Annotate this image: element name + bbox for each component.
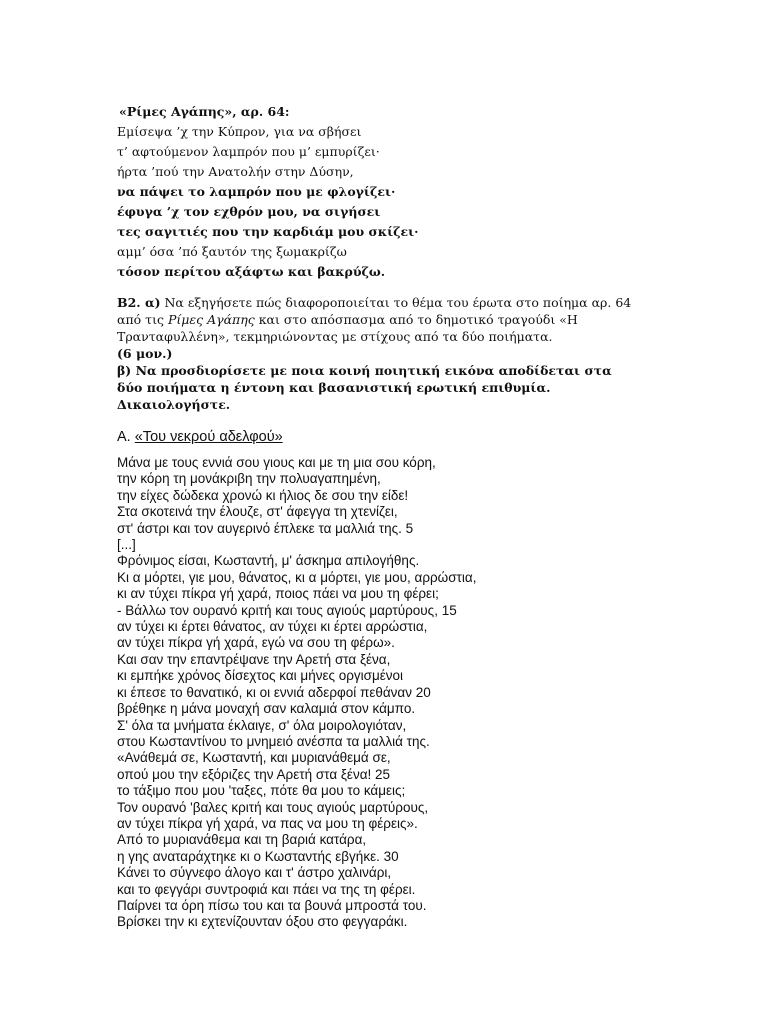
- question-marks: (6 μον.): [117, 346, 173, 361]
- section-a: [117, 427, 717, 447]
- poem1-line: τες σαγιτιές που την καρδιάμ μου σκίζει·: [117, 224, 419, 239]
- poem2-line: κι εμπήκε χρόνος δίσεχτος και μήνες οργισμένοι: [117, 668, 404, 684]
- poem1-line: Εμίσεψα ’χ την Κύπρον, για να σβήσει: [117, 124, 362, 139]
- poem2-line: αν τύχει πίκρα γή χαρά, εγώ να σου τη φέρω».: [117, 635, 395, 651]
- poem2-line: η γης αναταράχτηκε κι ο Κωσταντής εβγήκε. 30: [117, 848, 399, 864]
- question-b2-label: Β2. α): [117, 295, 161, 310]
- poem1-line: έφυγα ’χ τον εχθρόν μου, να σιγήσει: [117, 204, 381, 219]
- poem-rimes-agapis: [117, 102, 677, 282]
- question-b2-beta: β) Να προσδιορίσετε με ποια κοινή ποιητική εικόνα αποδίδεται στα δύο ποιήματα η έντονη και βασανιστική ερωτική επιθυμία. Δικαιολογήστε.: [117, 363, 612, 412]
- poem2-line: Κάνει το σύγνεφο άλογο και τ' άστρο χαλινάρι,: [117, 865, 392, 881]
- poem2-line: Φρόνιμος είσαι, Κωσταντή, μ' άσκημα απιλογήθης.: [117, 553, 420, 569]
- question-b2-alpha: [117, 294, 637, 345]
- poem2-line: την κόρη τη μονάκριβη την πολυαγαπημένη,: [117, 471, 381, 487]
- poem2-line: αν τύχει κι έρτει θάνατος, αν τύχει κι έρτει αρρώστια,: [117, 619, 428, 635]
- question-b2-italic-title: Ρίμες Αγάπης: [167, 312, 255, 327]
- poem1-title: «Ρίμες Αγάπης», αρ. 64:: [119, 104, 290, 119]
- poem2-line: Από το μυριανάθεμα και τη βαριά κατάρα,: [117, 832, 367, 848]
- poem2-line: - Βάλλω τον ουρανό κριτή και τους αγιούς μαρτύρους, 15: [117, 602, 457, 618]
- poem2-line: Κι α μόρτει, γιε μου, θάνατος, κι α μόρτει, γιε μου, αρρώστια,: [117, 569, 477, 585]
- poem2-line: βρέθηκε η μάνα μοναχή σαν καλαμιά στον κάμπο.: [117, 701, 416, 717]
- question-b2: [117, 294, 637, 413]
- poem2-line: Και σαν την επαντρέψανε την Αρετή στα ξένα,: [117, 651, 391, 667]
- poem2-line: την είχες δώδεκα χρονώ κι ήλιος δε σου την είδε!: [117, 487, 409, 503]
- poem-nekrou-adelfou: [117, 455, 717, 931]
- poem2-line: κι έπεσε το θανατικό, κι οι εννιά αδερφοί πεθάναν 20: [117, 684, 431, 700]
- poem2-line: Παίρνει τα όρη πίσω του και τα βουνά μπροστά του.: [117, 897, 427, 913]
- section-a-heading: [117, 427, 717, 447]
- poem2-line: Στα σκοτεινά την έλουζε, στ' άφεγγα τη χτενίζει,: [117, 504, 398, 520]
- poem2-line: και το φεγγάρι συντροφιά και πάει να της τη φέρει.: [117, 881, 416, 897]
- section-a-title: «Του νεκρού αδελφού»: [134, 429, 283, 445]
- poem1-line: τόσον περίτου αξάφτω και βακρύζω.: [117, 264, 386, 279]
- poem2-line: το τάξιμο που μου 'ταξες, πότε θα μου το κάμεις;: [117, 783, 406, 799]
- poem2-line: «Ανάθεμά σε, Κωσταντή, και μυριανάθεμά σε,: [117, 750, 391, 766]
- poem2-line: αν τύχει πίκρα γή χαρά, να πας να μου τη φέρεις».: [117, 815, 418, 831]
- poem2-line: στ' άστρι και τον αυγερινό έπλεκε τα μαλλιά της. 5: [117, 520, 414, 536]
- poem1-line: να πάψει το λαμπρόν που με φλογίζει·: [117, 184, 396, 199]
- poem2-line: Βρίσκει την κι εχτενίζουνταν όξου στο φεγγαράκι.: [117, 914, 408, 930]
- poem2-line: κι αν τύχει πίκρα γή χαρά, ποιος πάει να μου τη φέρει;: [117, 586, 439, 602]
- poem1-line: αμμ’ όσα ’πό ξαυτόν της ξωμακρίζω: [117, 244, 347, 259]
- section-a-prefix: Α.: [117, 429, 135, 445]
- poem2-line: οπού μου την εξόριζες την Αρετή στα ξένα! 25: [117, 766, 391, 782]
- question-b2-text: Να εξηγήσετε πώς διαφοροποιείται το θέμα του έρωτα στο ποίημα αρ. 64 από τις: [117, 295, 632, 327]
- poem1-line: τ’ αφτούμενον λαμπρόν που μ’ εμπυρίζει·: [117, 144, 380, 159]
- poem2-line: Τον ουρανό 'βαλες κριτή και τους αγιούς μαρτύρους,: [117, 799, 429, 815]
- poem2-line: [...]: [117, 537, 136, 553]
- question-b2-text-cont: και στο απόσπασμα από το δημοτικό τραγούδι «Η Τρανταφυλλένη», τεκμηριώνοντας με στίχους από τα δύο ποιήματα.: [117, 312, 578, 344]
- poem1-line: ήρτα ’πού την Ανατολήν στην Δύσην,: [117, 164, 354, 179]
- poem2-line: στου Κωσταντίνου το μνημειό ανέσπα τα μαλλιά της.: [117, 733, 430, 749]
- poem2-line: Σ' όλα τα μνήματα έκλαιγε, σ' όλα μοιρολογιόταν,: [117, 717, 407, 733]
- poem2-line: Μάνα με τους εννιά σου γιους και με τη μια σου κόρη,: [117, 455, 436, 470]
